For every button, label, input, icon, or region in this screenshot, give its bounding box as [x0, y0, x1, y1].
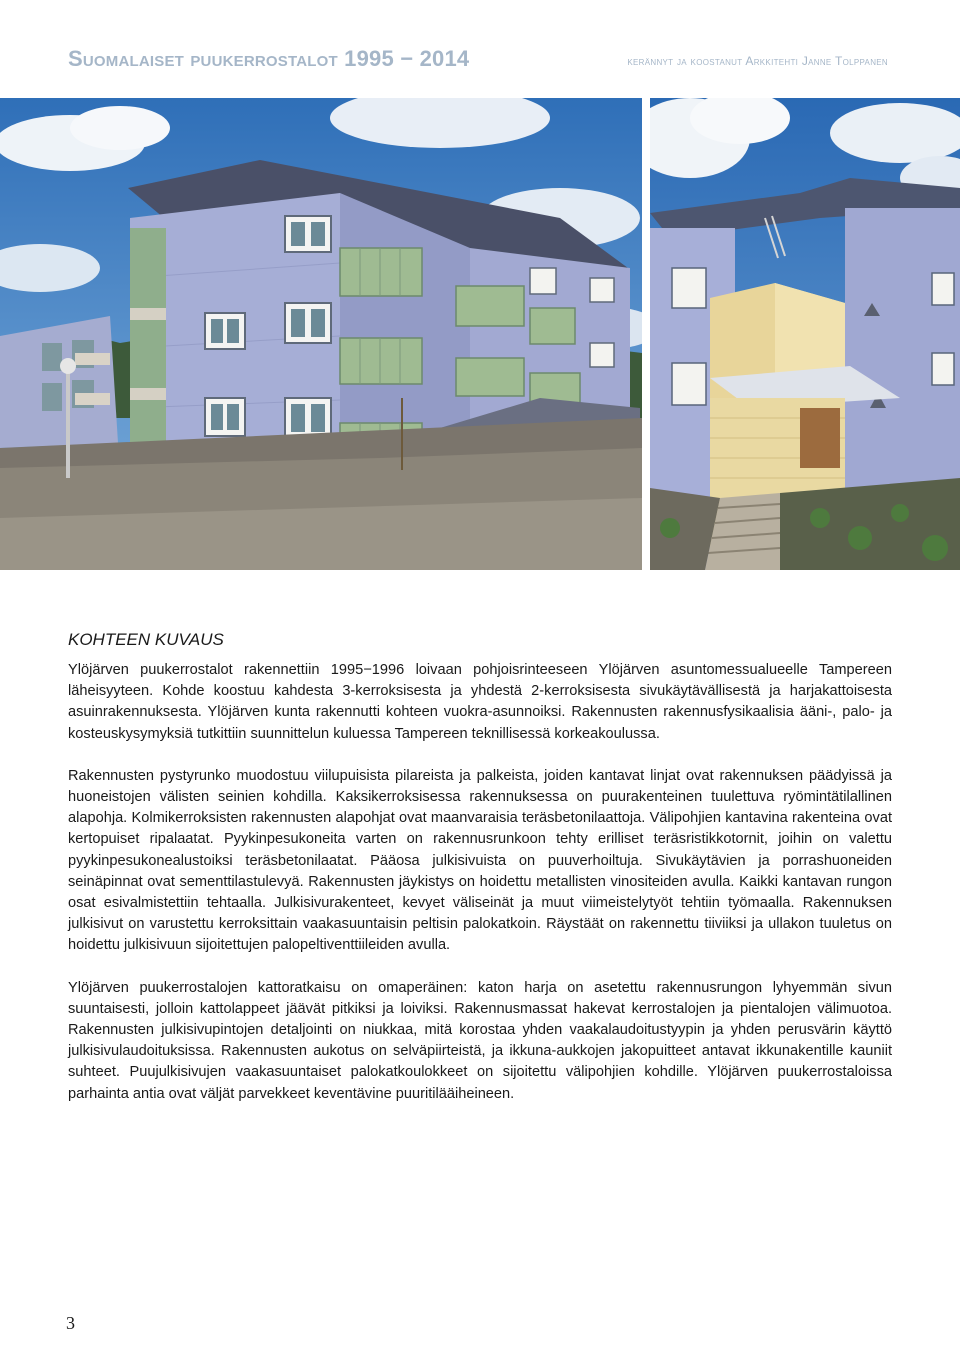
building-photo-left	[0, 98, 642, 570]
paragraph: Ylöjärven puukerrostalojen kattoratkaisu on omaperäinen: katon harja on asetettu rakennusrungon lyhyemmän sivun suuntaisesti, jolloin kattolappeet jäävät pitkiksi ja loiviksi. Rakennusmassat hakevat kerrostalojen ja pientalojen välimuotoa. Rakennusten julkisivupintojen detaljointi on niukkaa, mitä korostaa yhden vaakalaudoitustyypin ja yhden perusvärin käyttö julkisivulaudoituksissa. Rakennusten aukotus on selväpiirteistä, ja ikkuna-aukkojen jakopuitteet antavat ikkunakentille kauniit suhteet. Puujulkisivujen vaakasuuntaiset palokatkoulokkeet on sijoitettu välipohjien kohdille. Ylöjärven puukerrostaloissa parhainta antia ovat väljät parvekkeet keventävine puuritilääiheineen.	[68, 979, 892, 1102]
page-header	[0, 40, 960, 80]
section-heading: KOHTEEN KUVAUS	[68, 630, 224, 649]
paragraph: Ylöjärven puukerrostalot rakennettiin 1995−1996 loivaan pohjoisrinteeseen Ylöjärven asuntomessualueelle Tampereen läheisyyteen. Kohde koostuu kahdesta 3-kerroksisesta ja yhdestä 2-kerroksisesta sivukäytävällisestä ja harjakattoisesta asuinrakennuksesta. Ylöjärven kunta rakennutti kohteen vuokra-asunnoiksi. Rakennusten rakennusfysikaalisia ääni-, palo- ja kosteuskysymyksiä tutkittiin suunnittelun kuluessa Tampereen teknillisessä korkeakoulussa.	[68, 662, 892, 742]
header-title: Suomalaiset puukerrostalot 1995 − 2014	[68, 46, 470, 71]
body-text	[68, 660, 892, 1126]
paragraph: Rakennusten pystyrunko muodostuu viilupuisista pilareista ja palkeista, joiden kantavat linjat ovat rakennuksen päädyissä ja huoneistojen välisten seinien kohdilla. Kaksikerroksisessa rakennuksessa on puurakenteinen tuulettuva ryömintätilallinen alapohja. Kolmikerroksisten rakennusten alapohjat ovat maanvaraisia teräsbetonilaattoja. Välipohjien kantavina rakenteina ovat kertopuiset ripalaatat. Pyykinpesukoneita varten on rakennusrunkoon tehty erilliset teräsristikkotornit, joihin on valettu pyykinpesukonealustoiksi teräsbetonilaatat. Pääosa julkisivuista on puuverhoiltuja. Sivukäytävien ja porrashuoneiden seinäpinnat ovat sementtilastulevyä. Rakennusten jäykistys on hoidettu metallisten vinositeiden avulla. Kaikki kantavan rungon osat esivalmistettiin tehtaalla. Julkisivurakenteet, kevyet väliseinät ja muut viimeistelytyöt tehtiin työmaalla. Rakennuksen julkisivut on varustettu kerroksittain vaakasuuntaisin peltisin palokatkoin. Räystäät on rakennettu tiiviiksi ja ullakon tuuletus on hoidettu julkisivuun sijoitettujen palopeltiventtiileiden avulla.	[68, 767, 892, 954]
header-credit: kerännyt ja koostanut Arkkitehti Janne Tolppanen	[627, 54, 888, 68]
building-photo-right	[650, 98, 960, 570]
page-number: 3	[66, 1313, 75, 1333]
